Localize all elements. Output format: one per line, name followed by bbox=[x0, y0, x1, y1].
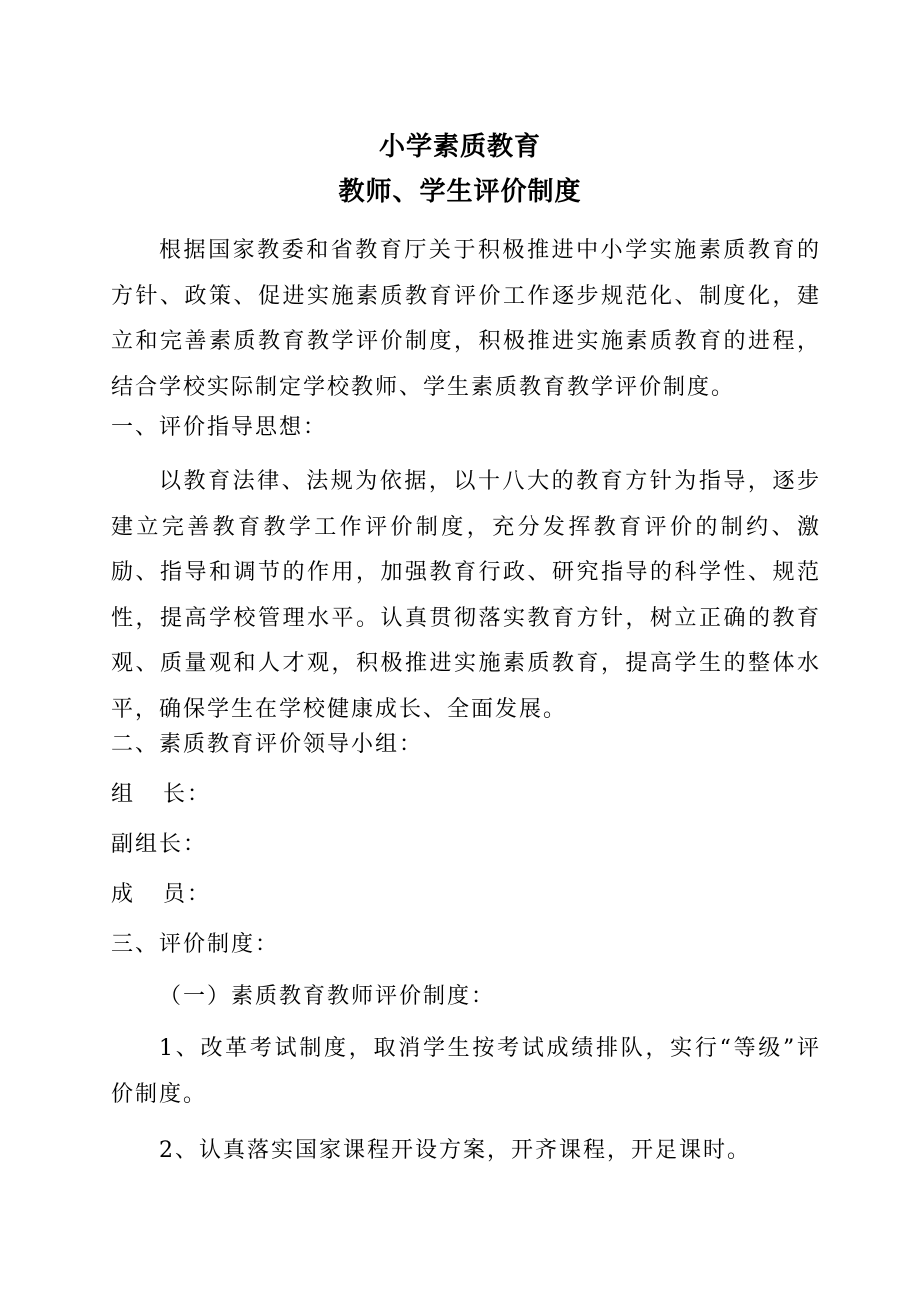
section-2-heading: 二、素质教育评价领导小组： bbox=[111, 732, 424, 757]
document-title-line-1: 小学素质教育 bbox=[378, 132, 541, 162]
member-label-part-2: 员： bbox=[163, 882, 212, 907]
member-label bbox=[111, 879, 211, 911]
subsection-1-heading: （一）素质教育教师评价制度： bbox=[159, 984, 496, 1009]
section-1-heading: 一、评价指导思想： bbox=[111, 415, 328, 440]
member-label-part-1: 成 bbox=[111, 882, 136, 907]
teacher-policy-item-1: 1、改革考试制度，取消学生按考试成绩排队，实行“等级”评价制度。 bbox=[111, 1036, 821, 1107]
vice-leader-label: 副组长： bbox=[111, 832, 208, 857]
leader-label bbox=[111, 779, 211, 811]
leader-label-part-1: 组 bbox=[111, 782, 136, 807]
document-title-line-2: 教师、学生评价制度 bbox=[338, 177, 582, 207]
section-1-paragraph: 以教育法律、法规为依据，以十八大的教育方针为指导，逐步建立完善教育教学工作评价制度，充分发挥教育评价的制约、激励、指导和调节的作用，加强教育行政、研究指导的科学性、规范性，提高学校管理水平。认真贯彻落实教育方针，树立正确的教育观、质量观和人才观，积极推进实施素质教育，提高学生的整体水平，确保学生在学校健康成长、全面发展。 bbox=[111, 469, 821, 722]
intro-paragraph: 根据国家教委和省教育厅关于积极推进中小学实施素质教育的方针、政策、促进实施素质教育评价工作逐步规范化、制度化，建立和完善素质教育教学评价制度，积极推进实施素质教育的进程，结合学校实际制定学校教师、学生素质教育教学评价制度。 bbox=[111, 238, 821, 400]
leader-label-part-2: 长： bbox=[163, 782, 212, 807]
teacher-policy-item-2: 2、认真落实国家课程开设方案，开齐课程，开足课时。 bbox=[159, 1138, 751, 1163]
section-3-heading: 三、评价制度： bbox=[111, 932, 280, 957]
